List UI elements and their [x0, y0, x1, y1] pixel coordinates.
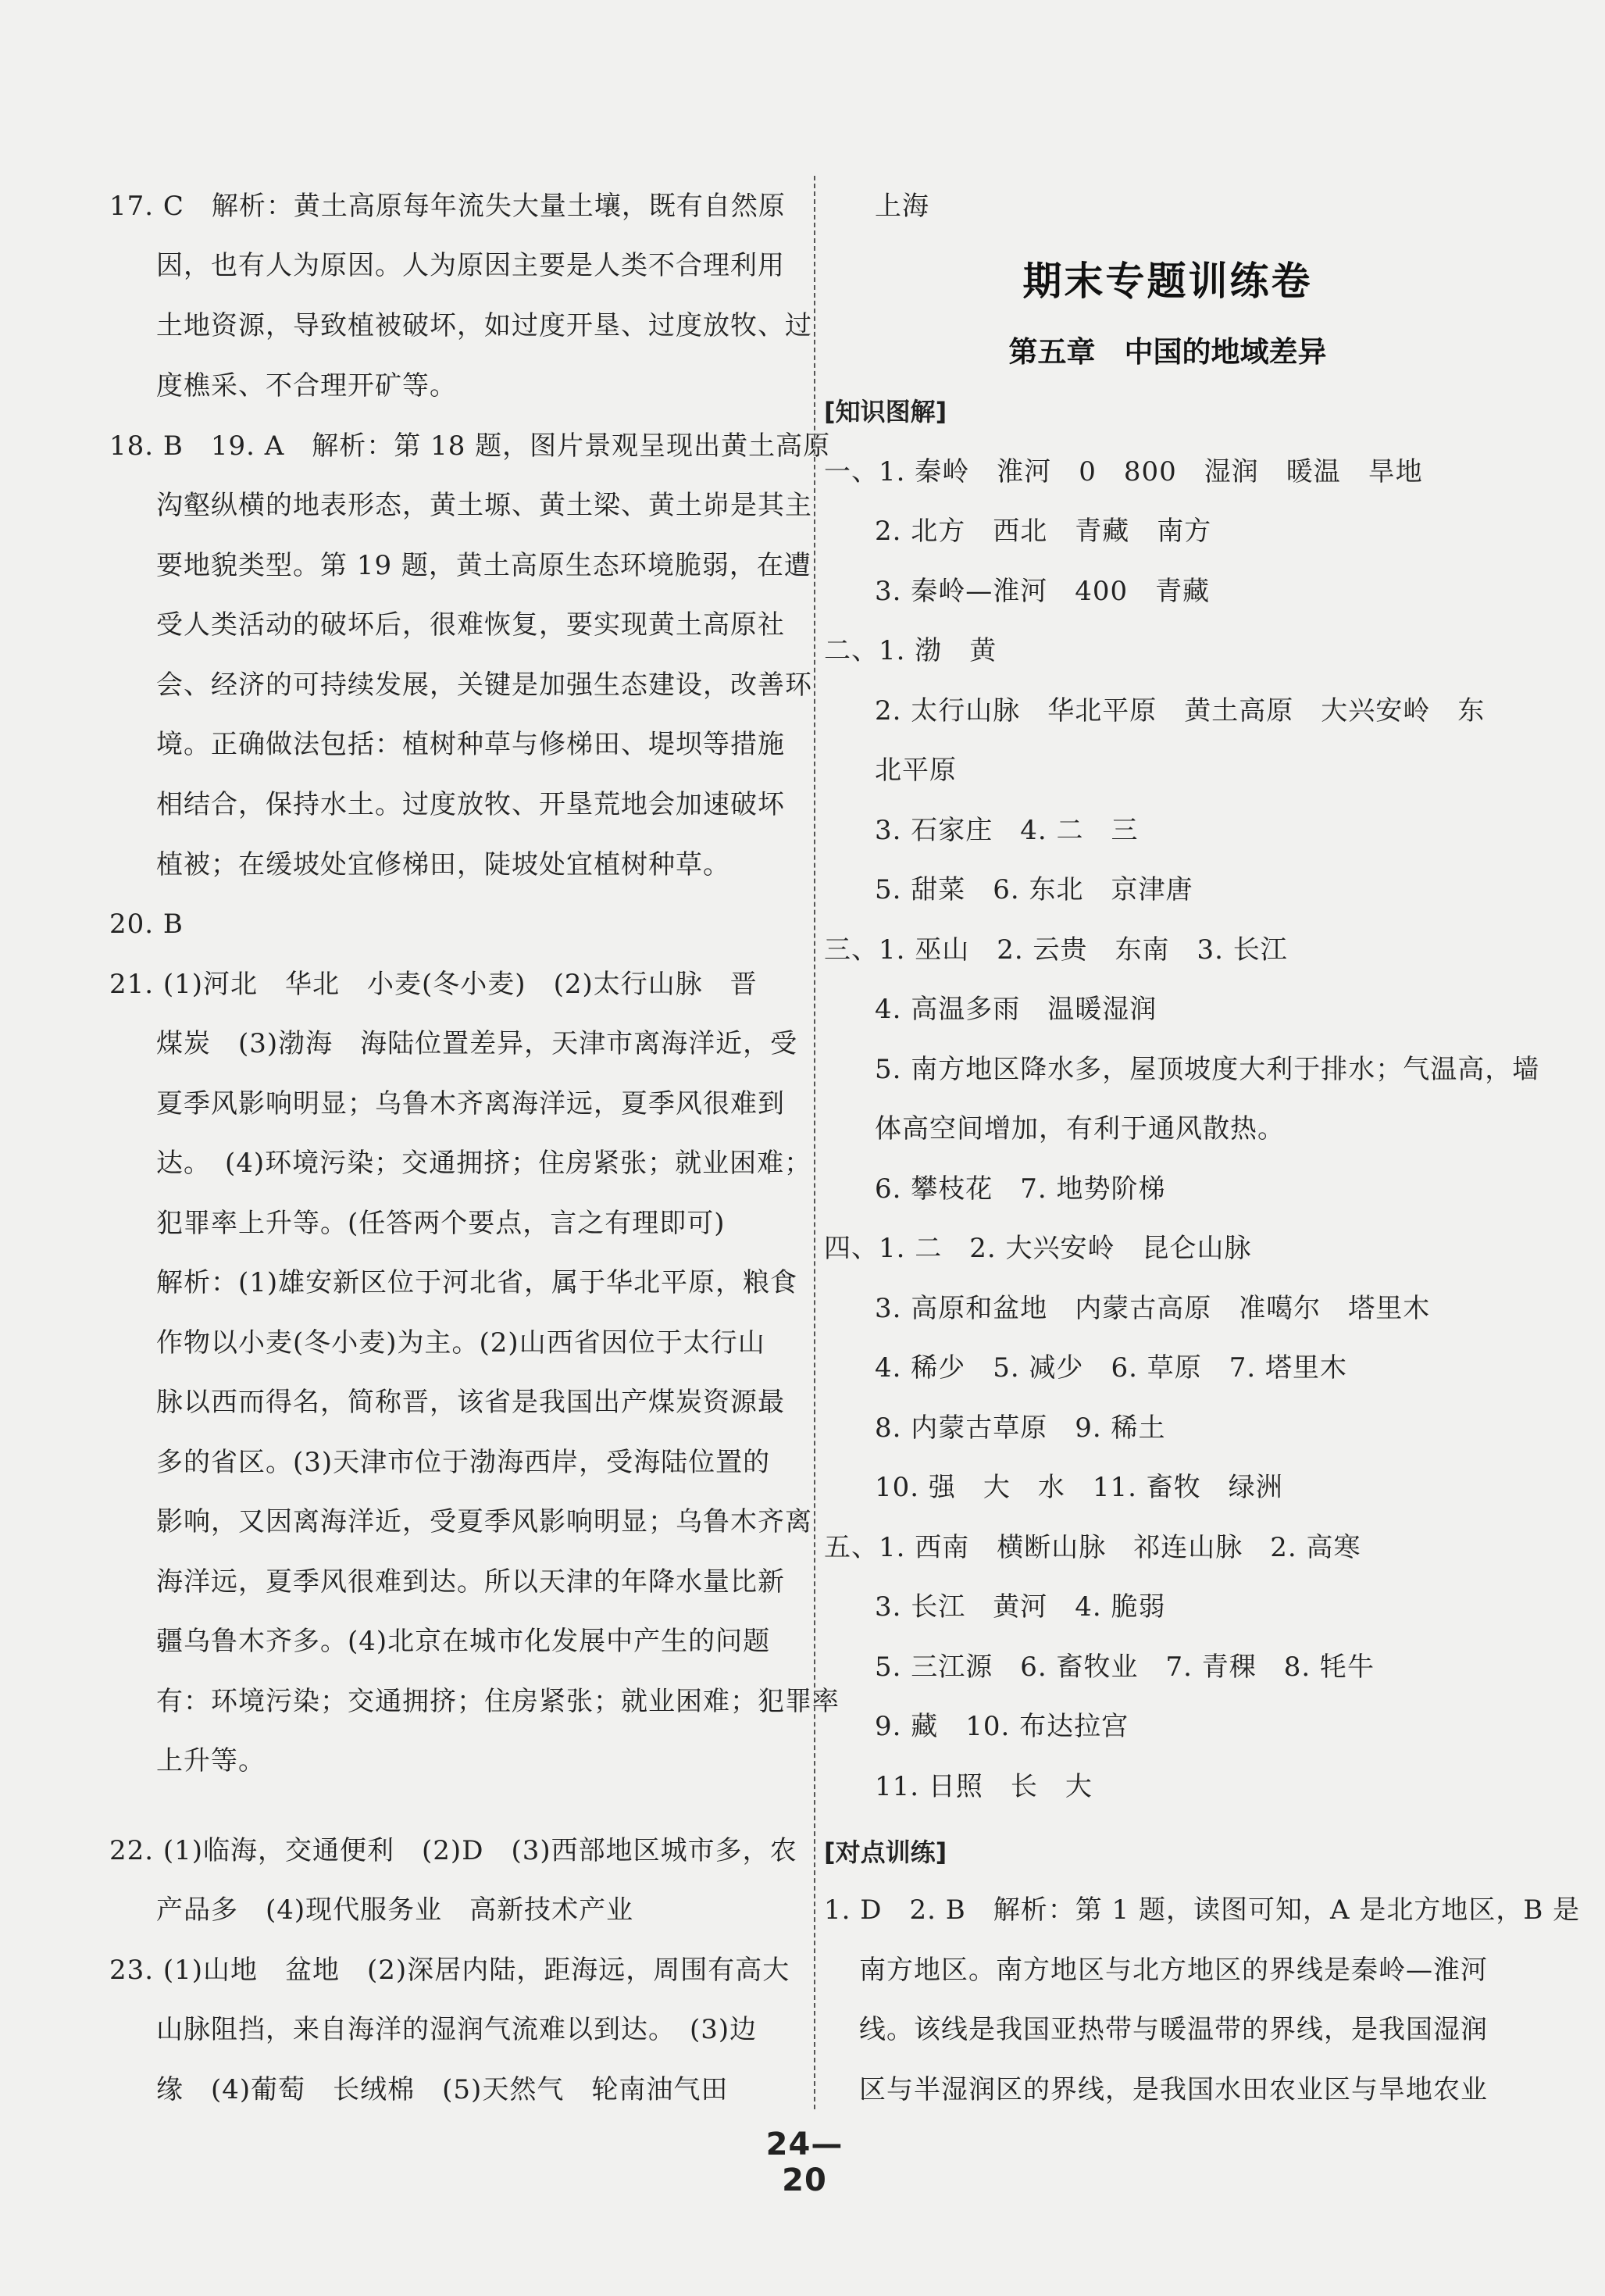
text-line: 山脉阻挡，来自海洋的湿润气流难以到达。 (3)边: [156, 2014, 758, 2045]
page-number: 24—20: [765, 2126, 844, 2198]
text-line: 线。该线是我国亚热带与暖温带的界线，是我国湿润: [859, 2014, 1488, 2045]
text-line: 解析：(1)雄安新区位于河北省，属于华北平原，粮食: [156, 1267, 798, 1298]
chapter-title: 第五章 中国的地域差异: [1008, 335, 1327, 369]
text-line: 受人类活动的破坏后，很难恢复，要实现黄土高原社: [156, 609, 785, 641]
text-line: 5. 三江源 6. 畜牧业 7. 青稞 8. 牦牛: [875, 1651, 1375, 1683]
text-line: 17. C 解析：黄土高原每年流失大量土壤，既有自然原: [109, 191, 786, 222]
text-line: 南方地区。南方地区与北方地区的界线是秦岭—淮河: [859, 1955, 1488, 1986]
text-line: 10. 强 大 水 11. 畜牧 绿洲: [875, 1472, 1283, 1503]
text-line: 3. 高原和盆地 内蒙古高原 准噶尔 塔里木: [875, 1293, 1431, 1324]
text-line: 度樵采、不合理开矿等。: [156, 370, 457, 402]
text-line: 四、1. 二 2. 大兴安岭 昆仑山脉: [824, 1233, 1252, 1264]
text-line: 作物以小麦(冬小麦)为主。(2)山西省因位于太行山: [156, 1327, 765, 1359]
text-line: 2. 太行山脉 华北平原 黄土高原 大兴安岭 东: [875, 695, 1486, 727]
text-line: 21. (1)河北 华北 小麦(冬小麦) (2)太行山脉 晋: [109, 969, 758, 1000]
text-line: 北平原: [875, 755, 957, 786]
text-line: 6. 攀枝花 7. 地势阶梯: [875, 1173, 1166, 1205]
text-line: 土地资源，导致植被破坏，如过度开垦、过度放牧、过: [156, 310, 812, 341]
text-line: 22. (1)临海，交通便利 (2)D (3)西部地区城市多，农: [109, 1835, 797, 1866]
text-line: 植被；在缓坡处宜修梯田，陡坡处宜植树种草。: [156, 849, 730, 880]
text-line: 一、1. 秦岭 淮河 0 800 湿润 暖温 旱地: [824, 456, 1423, 487]
text-line: 11. 日照 长 大: [875, 1771, 1093, 1802]
text-line: 体高空间增加，有利于通风散热。: [875, 1113, 1285, 1144]
text-line: 上升等。: [156, 1745, 266, 1776]
section-tag: [对点训练]: [824, 1837, 947, 1867]
text-line: 脉以西而得名，简称晋，该省是我国出产煤炭资源最: [156, 1387, 785, 1418]
text-line: 缘 (4)葡萄 长绒棉 (5)天然气 轮南油气田: [156, 2074, 729, 2105]
text-line: 达。 (4)环境污染；交通拥挤；住房紧张；就业困难；: [156, 1148, 812, 1179]
text-line: 会、经济的可持续发展，关键是加强生态建设，改善环: [156, 670, 812, 701]
text-line: 沟壑纵横的地表形态，黄土塬、黄土梁、黄土峁是其主: [156, 490, 812, 521]
text-line: 5. 南方地区降水多，屋顶坡度大利于排水；气温高，墙: [875, 1054, 1540, 1085]
page-title: 期末专题训练卷: [1022, 259, 1313, 304]
text-line: 产品多 (4)现代服务业 高新技术产业: [156, 1894, 634, 1926]
text-line: 9. 藏 10. 布达拉宫: [875, 1711, 1129, 1742]
text-line: 夏季风影响明显；乌鲁木齐离海洋远，夏季风很难到: [156, 1088, 785, 1119]
text-line: 区与半湿润区的界线，是我国水田农业区与旱地农业: [859, 2074, 1488, 2105]
text-line: 3. 石家庄 4. 二 三: [875, 815, 1139, 846]
text-line: 1. D 2. B 解析：第 1 题，读图可知，A 是北方地区，B 是: [824, 1894, 1581, 1926]
text-line: 犯罪率上升等。(任答两个要点，言之有理即可): [156, 1208, 726, 1239]
text-line: 二、1. 渤 黄: [824, 635, 997, 666]
text-line: 相结合，保持水土。过度放牧、开垦荒地会加速破坏: [156, 789, 785, 820]
text-line: 4. 高温多雨 温暖湿润: [875, 994, 1157, 1025]
text-line: 多的省区。(3)天津市位于渤海西岸，受海陆位置的: [156, 1447, 771, 1478]
text-line: 5. 甜菜 6. 东北 京津唐: [875, 874, 1193, 905]
text-line: 20. B: [109, 909, 184, 940]
text-line: 影响，又因离海洋近，受夏季风影响明显；乌鲁木齐离: [156, 1506, 812, 1537]
text-line: 三、1. 巫山 2. 云贵 东南 3. 长江: [824, 934, 1288, 966]
text-line: 18. B 19. A 解析：第 18 题，图片景观呈现出黄土高原: [109, 430, 831, 462]
text-line: 有：环境污染；交通拥挤；住房紧张；就业困难；犯罪率: [156, 1686, 840, 1717]
text-line: 因，也有人为原因。人为原因主要是人类不合理利用: [156, 250, 785, 281]
section-tag: [知识图解]: [824, 397, 947, 427]
text-line: 海洋远，夏季风很难到达。所以天津的年降水量比新: [156, 1566, 785, 1598]
text-line: 境。正确做法包括：植树种草与修梯田、堤坝等措施: [156, 729, 785, 760]
text-line: 8. 内蒙古草原 9. 稀土: [875, 1412, 1166, 1444]
text-line: 23. (1)山地 盆地 (2)深居内陆，距海远，周围有高大: [109, 1955, 790, 1986]
text-line: 上海: [875, 191, 929, 222]
text-line: 2. 北方 西北 青藏 南方: [875, 516, 1212, 547]
text-line: 五、1. 西南 横断山脉 祁连山脉 2. 高寒: [824, 1532, 1361, 1563]
text-line: 煤炭 (3)渤海 海陆位置差异，天津市离海洋近，受: [156, 1028, 798, 1059]
text-line: 3. 长江 黄河 4. 脆弱: [875, 1591, 1166, 1623]
text-line: 疆乌鲁木齐多。(4)北京在城市化发展中产生的问题: [156, 1626, 771, 1657]
text-line: 要地貌类型。第 19 题，黄土高原生态环境脆弱，在遭: [156, 550, 811, 581]
column-divider: [814, 176, 815, 2109]
text-line: 3. 秦岭—淮河 400 青藏: [875, 576, 1211, 607]
text-line: 4. 稀少 5. 减少 6. 草原 7. 塔里木: [875, 1352, 1347, 1384]
